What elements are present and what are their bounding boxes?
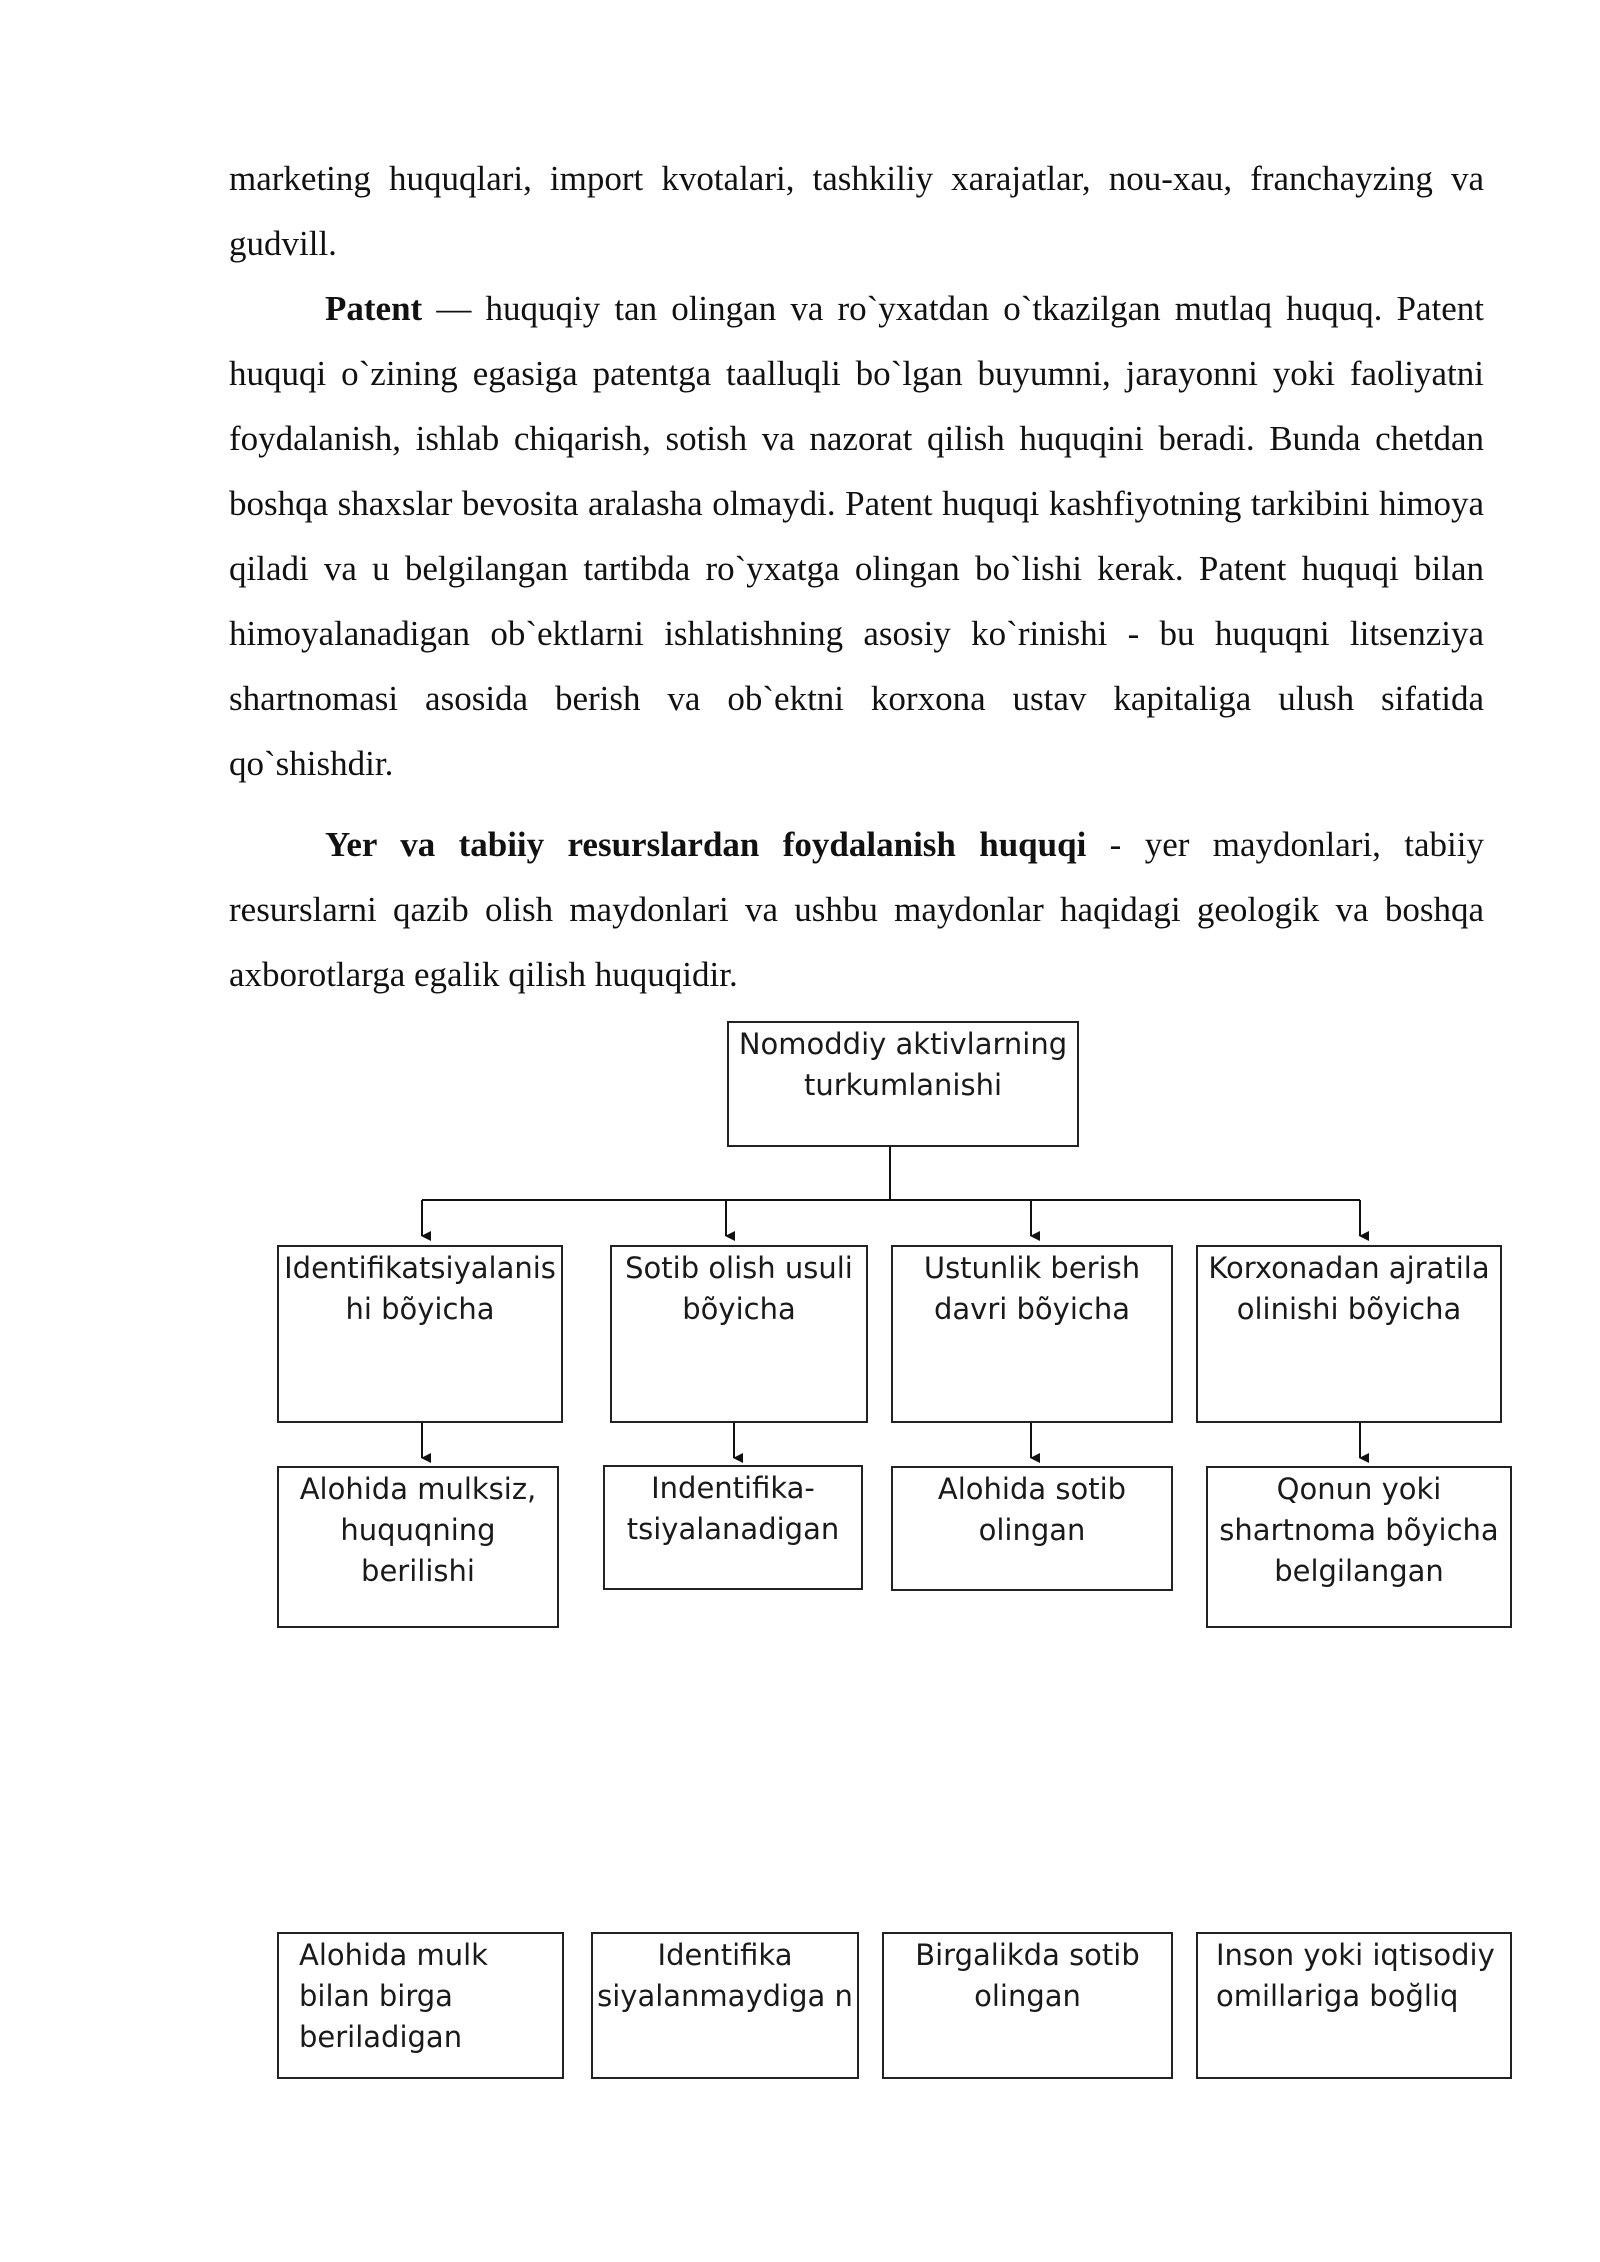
term-land-rights: Yer va tabiiy resurslardan foydalanish huquqi [325,825,1087,864]
subcategory-label: Alohida mulksiz, huquqning berilishi [299,1472,537,1588]
subcategory-box-6 [591,1932,859,2079]
subcategory-box-1 [277,1466,559,1628]
land-rights-definition: - yer maydonlari, tabiiy resurslarni qazib olish maydonlari va ushbu maydonlar haqidagi geologik va boshqa axborotlarga egalik qilish huquqidir. [229,825,1484,994]
category-box-4 [1196,1245,1502,1423]
category-label: Sotib olish usuli bõyicha [625,1251,853,1326]
root-box [727,1021,1079,1147]
subcategory-box-7 [882,1932,1173,2079]
subcategory-label: Qonun yoki shartnoma bõyicha belgilangan [1219,1472,1499,1588]
term-patent: Patent [325,289,423,328]
subcategory-label: Alohida sotib olingan [937,1472,1127,1547]
category-box-2 [610,1245,868,1423]
category-label: Identifikatsiyalanis hi bõyicha [284,1251,556,1326]
subcategory-box-5 [277,1932,564,2079]
root-label: Nomoddiy aktivlarning turkumlanishi [738,1027,1068,1102]
category-box-3 [891,1245,1173,1423]
subcategory-box-4 [1206,1466,1512,1628]
subcategory-label: Alohida mulk bilan birga beriladigan [299,1938,488,2054]
subcategory-label: Identifika siyalanmaydiga n [597,1938,853,2013]
subcategory-label: Inson yoki iqtisodiy omillariga boğliq [1216,1938,1495,2013]
subcategory-box-8 [1196,1932,1512,2079]
paragraph-continuation: marketing huquqlari, import kvotalari, tashkiliy xarajatlar, nou-xau, franchayzing va gudvill. [229,159,1484,263]
category-label: Korxonadan ajratila olinishi bõyicha [1208,1251,1490,1326]
category-box-1 [277,1245,563,1423]
subcategory-label: Indentifika-tsiyalanadigan [626,1471,840,1546]
subcategory-box-2 [603,1465,863,1590]
subcategory-label: Birgalikda sotib olingan [915,1938,1140,2013]
category-label: Ustunlik berish davri bõyicha [923,1251,1141,1326]
subcategory-box-3 [891,1466,1173,1591]
patent-definition: — huquqiy tan olingan va ro`yxatdan o`tkazilgan mutlaq huquq. Patent huquqi o`zining egasiga patentga taalluqli bo`lgan buyumni, jarayonni yoki faoliyatni foydalanish, ishlab chiqarish, sotish va nazorat qilish huquqini beradi. Bunda chetdan boshqa shaxslar bevosita aralasha olmaydi. Patent huquqi kashfiyotning tarkibini himoya qiladi va u belgilangan tartibda ro`yxatga olingan bo`lishi kerak. Patent huquqi bilan himoyalanadigan ob`ektlarni ishlatishning asosiy ko`rinishi - bu huquqni litsenziya shartnomasi asosida berish va ob`ektni korxona ustav kapitaliga ulush sifatida qo`shishdir. [229,289,1484,783]
